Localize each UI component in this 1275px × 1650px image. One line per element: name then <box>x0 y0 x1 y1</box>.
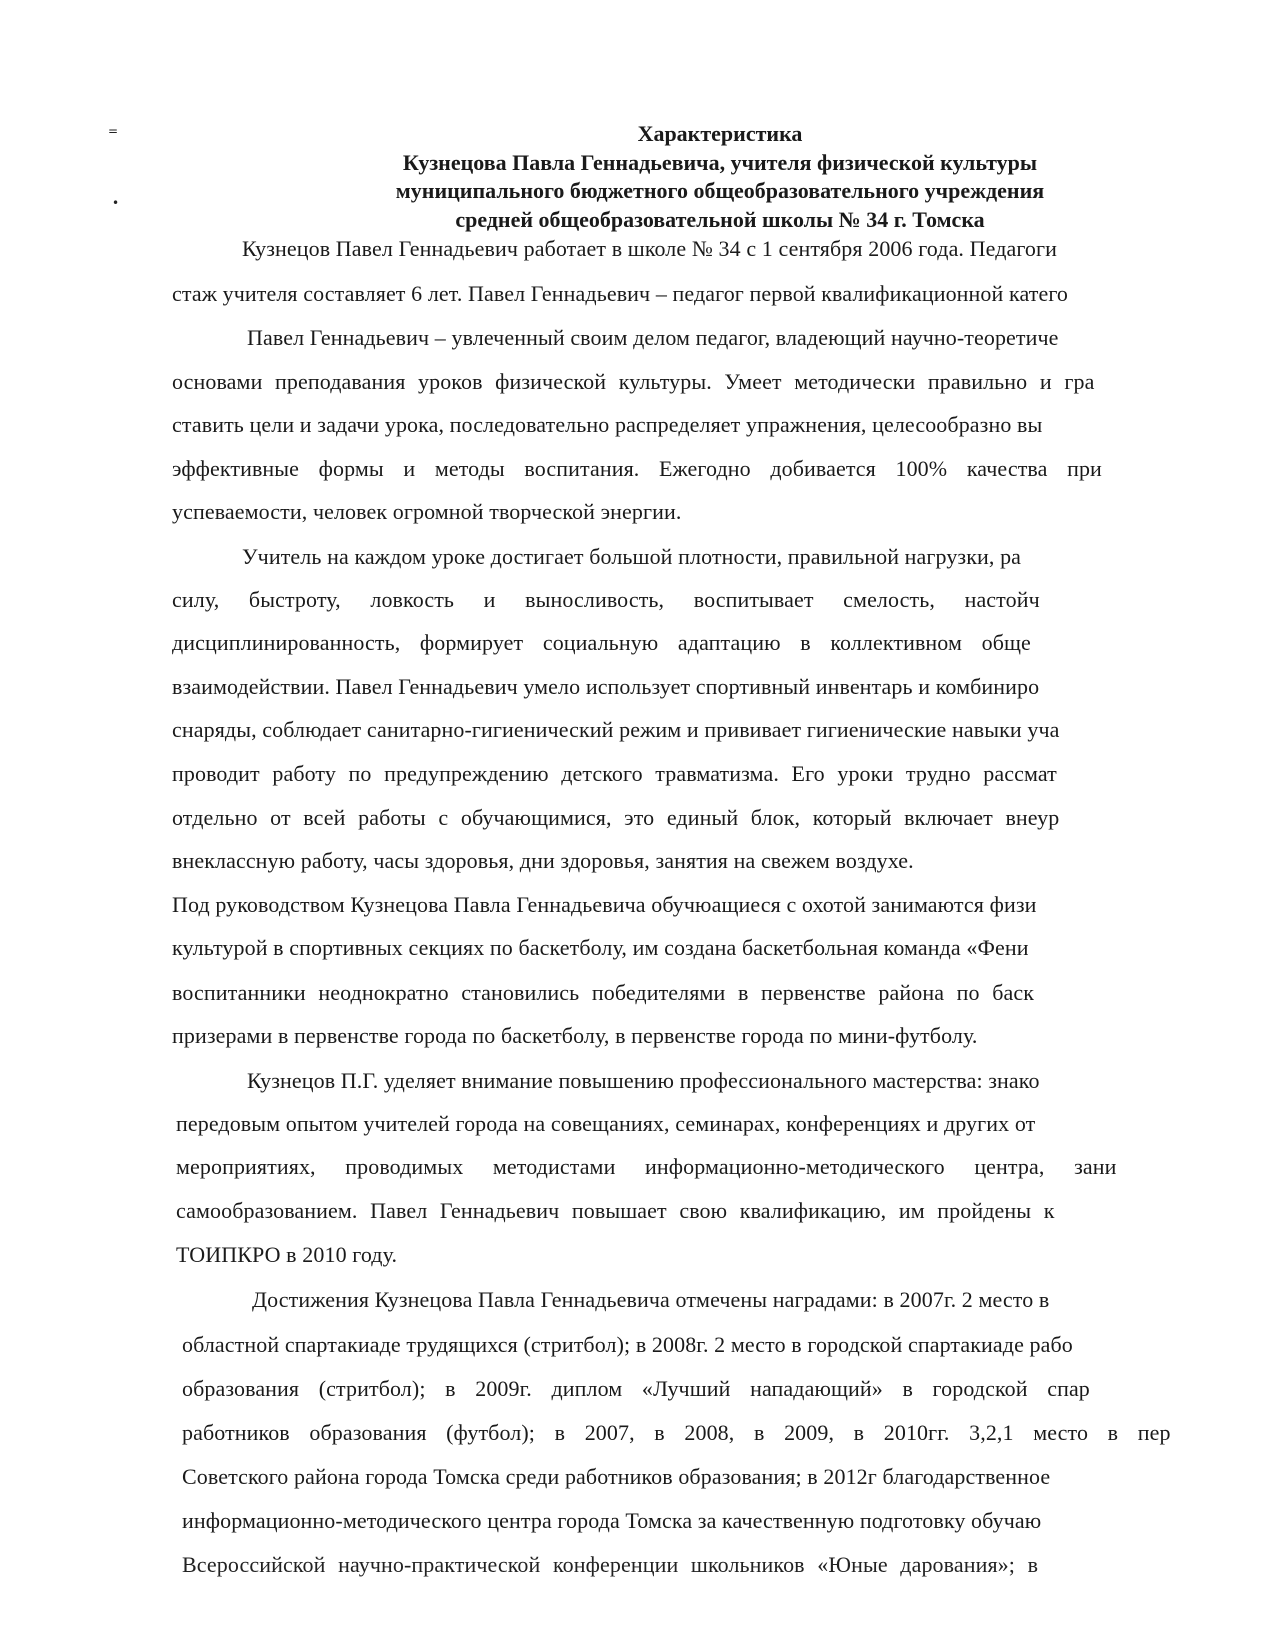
document-subtitle-person: Кузнецова Павла Геннадьевича, учителя физической культуры <box>402 149 1038 175</box>
text-line: информационно-методического центра города Томска за качественную подготовку обучаю <box>182 1508 1042 1533</box>
text-line: Учитель на каждом уроке достигает большой плотности, правильной нагрузки, ра <box>242 544 1022 569</box>
text-line: Советского района города Томска среди работников образования; в 2012г благодарственное <box>182 1464 1051 1489</box>
text-line: областной спартакиаде трудящихся (стритбол); в 2008г. 2 место в городской спартакиаде рабо <box>182 1332 1073 1357</box>
text-line: внеклассную работу, часы здоровья, дни здоровья, занятия на свежем воздухе. <box>172 848 914 873</box>
text-line: снаряды, соблюдает санитарно-гигиенический режим и прививает гигиенические навыки уча <box>172 717 1060 742</box>
text-line: основами преподавания уроков физической культуры. Умеет методически правильно и гра <box>172 369 1095 394</box>
text-line: Достижения Кузнецова Павла Геннадьевича отмечены наградами: в 2007г. 2 место в <box>252 1287 1050 1312</box>
text-line: взаимодействии. Павел Геннадьевич умело использует спортивный инвентарь и комбиниро <box>172 674 1040 699</box>
document-title: Характеристика <box>637 121 803 146</box>
text-line: культурой в спортивных секциях по баскетболу, им создана баскетбольная команда «Фени <box>172 935 1029 960</box>
text-line: воспитанники неоднократно становились победителями в первенстве района по баск <box>172 980 1035 1005</box>
text-line: Кузнецов П.Г. уделяет внимание повышению профессионального мастерства: знако <box>247 1068 1040 1093</box>
text-line: ставить цели и задачи урока, последовательно распределяет упражнения, целесообразно вы <box>172 412 1043 437</box>
text-line: Павел Геннадьевич – увлеченный своим делом педагог, владеющий научно-теоретиче <box>247 325 1059 350</box>
text-line: отдельно от всей работы с обучающимися, это единый блок, который включает внеур <box>172 805 1060 830</box>
document-header <box>170 120 1270 234</box>
text-line: ТОИПКРО в 2010 году. <box>176 1242 398 1267</box>
scan-artifact-mark: = <box>108 124 119 138</box>
text-line: стаж учителя составляет 6 лет. Павел Геннадьевич – педагог первой квалификационной катего <box>172 281 1068 306</box>
document-subtitle-institution: муниципального бюджетного общеобразовательного учреждения <box>395 178 1045 203</box>
text-line: Под руководством Кузнецова Павла Геннадьевича обучюащиеся с охотой занимаются физи <box>172 892 1037 917</box>
text-line: призерами в первенстве города по баскетболу, в первенстве города по мини-футболу. <box>172 1023 978 1048</box>
document-subtitle-school: средней общеобразовательной школы № 34 г. Томска <box>455 206 985 232</box>
text-line: мероприятиях, проводимых методистами информационно-методического центра, зани <box>176 1154 1117 1179</box>
text-line: образования (стритбол); в 2009г. диплом «Лучший нападающий» в городской спар <box>182 1376 1090 1401</box>
text-line: Всероссийской научно-практической конференции школьников «Юные дарования»; в <box>182 1552 1039 1577</box>
text-line: Кузнецов Павел Геннадьевич работает в школе № 34 с 1 сентября 2006 года. Педагоги <box>242 236 1058 261</box>
text-line: работников образования (футбол); в 2007, в 2008, в 2009, в 2010гг. 3,2,1 место в пер <box>182 1420 1171 1445</box>
text-line: передовым опытом учителей города на совещаниях, семинарах, конференциях и других от <box>176 1111 1036 1136</box>
text-line: эффективные формы и методы воспитания. Ежегодно добивается 100% качества при <box>172 456 1102 481</box>
text-line: проводит работу по предупреждению детского травматизма. Его уроки трудно рассмат <box>172 761 1057 786</box>
text-line: самообразованием. Павел Геннадьевич повышает свою квалификацию, им пройдены к <box>176 1198 1055 1223</box>
text-line: успеваемости, человек огромной творческой энергии. <box>172 499 682 524</box>
text-line: дисциплинированность, формирует социальную адаптацию в коллективном обще <box>172 630 1031 655</box>
text-line: силу, быстроту, ловкость и выносливость, воспитывает смелость, настойч <box>172 587 1040 612</box>
scan-artifact-mark: • <box>112 196 120 210</box>
